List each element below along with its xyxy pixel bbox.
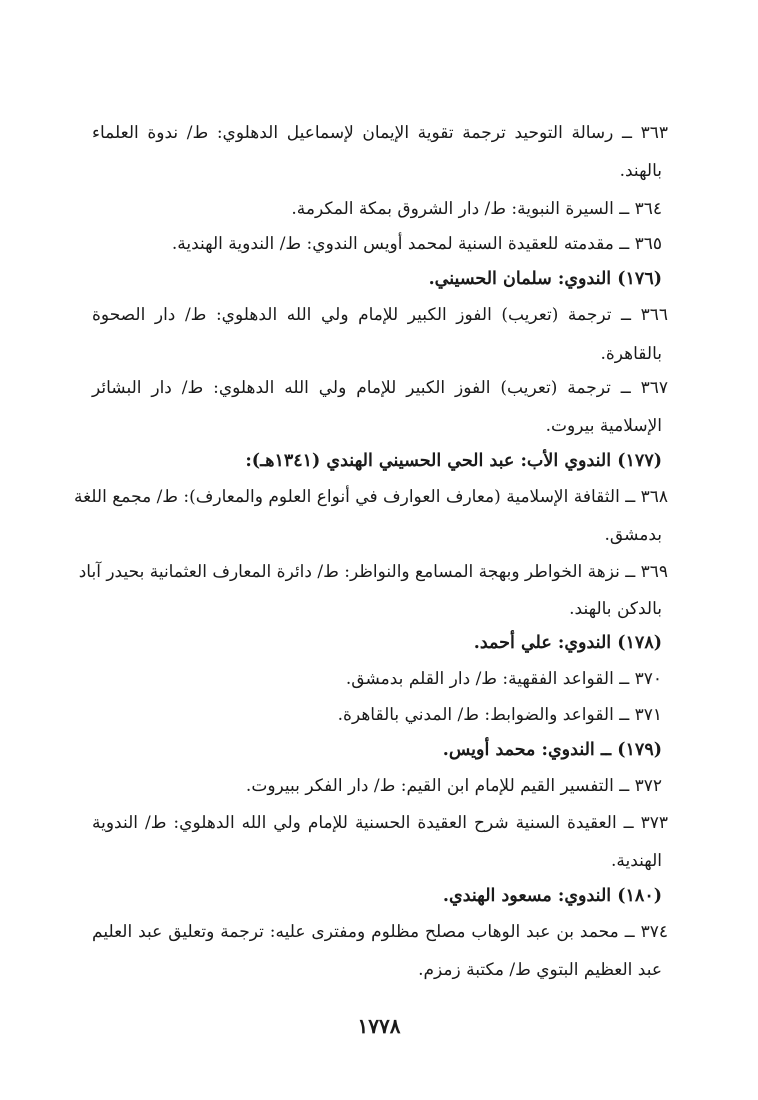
entry-368-line-2: بدمشق. bbox=[604, 525, 662, 545]
entry-367-line-2: الإسلامية بيروت. bbox=[545, 416, 662, 436]
entry-370: ٣٧٠ ــ القواعد الفقهية: ط/ دار القلم بدمشق. bbox=[345, 669, 662, 689]
entry-364: ٣٦٤ ــ السيرة النبوية: ط/ دار الشروق بمكة المكرمة. bbox=[291, 199, 662, 219]
entry-363-line-2: بالهند. bbox=[619, 161, 662, 181]
heading-179: (١٧٩) ــ الندوي: محمد أويس. bbox=[442, 740, 662, 760]
entry-374-line-1: ٣٧٤ ــ محمد بن عبد الوهاب مصلح مظلوم ومفترى عليه: ترجمة وتعليق عبد العليم bbox=[92, 922, 668, 942]
page-number: ١٧٧٨ bbox=[357, 1014, 401, 1038]
entry-373-line-2: الهندية. bbox=[610, 851, 662, 871]
entry-373-line-1: ٣٧٣ ــ العقيدة السنية شرح العقيدة الحسنية للإمام ولي الله الدهلوي: ط/ الندوية bbox=[92, 813, 668, 833]
entry-363-line-1: ٣٦٣ ــ رسالة التوحيد ترجمة تقوية الإيمان لإسماعيل الدهلوي: ط/ ندوة العلماء bbox=[92, 123, 668, 143]
entry-371: ٣٧١ ــ القواعد والضوابط: ط/ المدني بالقاهرة. bbox=[337, 705, 662, 725]
heading-176: (١٧٦) الندوي: سلمان الحسيني. bbox=[428, 269, 662, 289]
entry-366-line-2: بالقاهرة. bbox=[600, 344, 662, 364]
entry-369-line-2: بالدكن بالهند. bbox=[569, 599, 662, 619]
entry-366-line-1: ٣٦٦ ــ ترجمة (تعريب) الفوز الكبير للإمام ولي الله الدهلوي: ط/ دار الصحوة bbox=[92, 305, 668, 325]
entry-367-line-1: ٣٦٧ ــ ترجمة (تعريب) الفوز الكبير للإمام ولي الله الدهلوي: ط/ دار البشائر bbox=[92, 378, 668, 398]
entry-372: ٣٧٢ ــ التفسير القيم للإمام ابن القيم: ط/ دار الفكر ببيروت. bbox=[245, 776, 662, 796]
entry-365: ٣٦٥ ــ مقدمته للعقيدة السنية لمحمد أويس الندوي: ط/ الندوية الهندية. bbox=[171, 234, 662, 254]
entry-374-line-2: عبد العظيم البتوي ط/ مكتبة زمزم. bbox=[418, 960, 662, 980]
entry-368-line-1: ٣٦٨ ــ الثقافة الإسلامية (معارف العوارف في أنواع العلوم والمعارف): ط/ مجمع اللغة bbox=[73, 487, 668, 507]
heading-178: (١٧٨) الندوي: علي أحمد. bbox=[473, 633, 662, 653]
heading-177: (١٧٧) الندوي الأب: عبد الحي الحسيني الهندي (١٣٤١هـ): bbox=[245, 451, 662, 471]
entry-369-line-1: ٣٦٩ ــ نزهة الخواطر وبهجة المسامع والنواظر: ط/ دائرة المعارف العثمانية بحيدر آباد bbox=[78, 562, 668, 582]
heading-180: (١٨٠) الندوي: مسعود الهندي. bbox=[442, 886, 662, 906]
